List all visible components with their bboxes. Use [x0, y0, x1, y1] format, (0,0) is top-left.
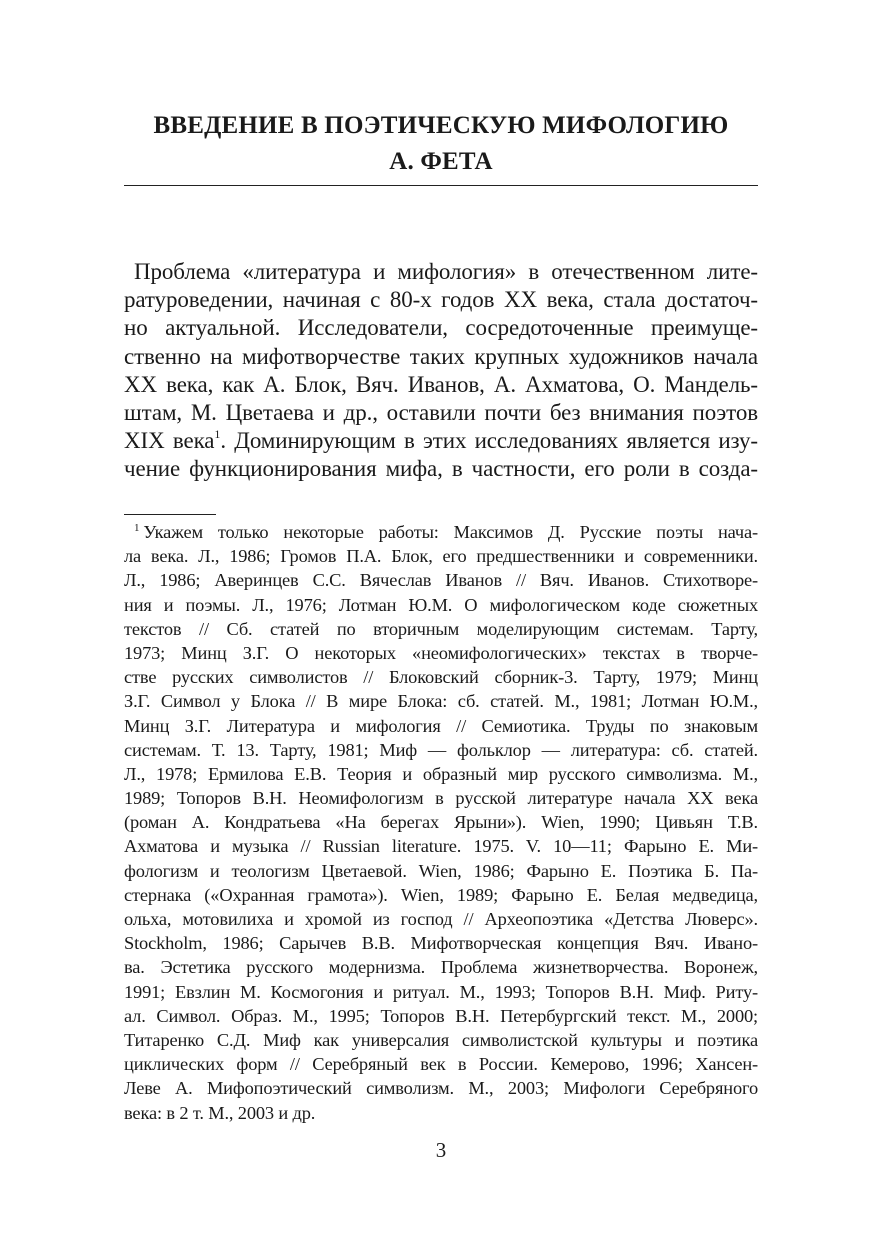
paragraph-line: ственно на мифотворчестве таких крупных художников начала	[124, 343, 758, 369]
footnote-line: З.Г. Символ у Блока // В мире Блока: сб. статей. М., 1981; Лотман Ю.М.,	[124, 691, 758, 712]
footnote-line: ал. Символ. Образ. М., 1995; Топоров В.Н. Петербургский текст. М., 2000;	[124, 1005, 758, 1026]
footnote	[124, 520, 758, 1125]
footnote-line: Минц З.Г. Литература и мифология // Семиотика. Труды по знаковым	[124, 715, 758, 736]
footnote-line: Л., 1978; Ермилова Е.В. Теория и образный мир русского символизма. М.,	[124, 763, 758, 784]
footnote-line: века: в 2 т. М., 2003 и др.	[124, 1102, 316, 1123]
footnote-line: Л., 1986; Аверинцев С.С. Вячеслав Иванов // Вяч. Иванов. Стихотворе-	[124, 570, 758, 591]
footnote-text: Укажем только некоторые работы: Максимов Д. Русские поэты нача-	[143, 522, 758, 542]
main-paragraph	[124, 258, 758, 484]
footnote-line: текстов // Сб. статей по вторичным моделирующим системам. Тарту,	[124, 618, 758, 639]
footnote-line: ния и поэмы. Л., 1976; Лотман Ю.М. О мифологическом коде сюжетных	[124, 594, 758, 615]
footnote-line: Stockholm, 1986; Сарычев В.В. Мифотворческая концепция Вяч. Ивано-	[124, 933, 758, 954]
footnote-line: стве русских символистов // Блоковский сборник-3. Тарту, 1979; Минц	[124, 667, 758, 688]
footnote-line: (роман А. Кондратьева «На берегах Ярыни»). Wien, 1990; Цивьян Т.В.	[124, 812, 758, 833]
footnote-line: фологизм и теологизм Цветаевой. Wien, 1986; Фарыно Е. Поэтика Б. Па-	[124, 860, 758, 881]
footnote-line: 1991; Евзлин М. Космогония и ритуал. М., 1993; Топоров В.Н. Миф. Риту-	[124, 981, 758, 1002]
paragraph-line: XX века, как А. Блок, Вяч. Иванов, А. Ахматова, О. Мандель-	[124, 371, 758, 397]
page-number: 3	[435, 1138, 447, 1162]
paragraph-line: Проблема «литература и мифология» в отечественном лите-	[134, 259, 758, 284]
title-divider	[124, 185, 758, 186]
footnote-line: стернака («Охранная грамота»). Wien, 1989; Фарыно Е. Белая медведица,	[124, 884, 758, 905]
footnote-line: Титаренко С.Д. Миф как универсалия символистской культуры и поэтика	[124, 1029, 758, 1050]
footnote-line: циклических форм // Серебряный век в России. Кемерово, 1996; Хансен-	[124, 1054, 758, 1075]
footnote-reference[interactable]: 1	[214, 427, 221, 442]
chapter-title-line-1: ВВЕДЕНИЕ В ПОЭТИЧЕСКУЮ МИФОЛОГИЮ	[153, 112, 729, 139]
paragraph-line: штам, М. Цветаева и др., оставили почти без внимания поэтов	[124, 399, 758, 425]
paragraph-line-with-footnote	[124, 427, 758, 455]
footnote-line: ла века. Л., 1986; Громов П.А. Блок, его предшественники и современники.	[124, 546, 758, 567]
paragraph-line: чение функционирования мифа, в частности, его роли в созда-	[124, 456, 758, 482]
footnote-line	[124, 520, 758, 544]
footnote-line: 1973; Минц З.Г. О некоторых «неомифологических» текстах в творче-	[124, 642, 758, 663]
book-page	[124, 0, 758, 1240]
footnote-line: системам. Т. 13. Тарту, 1981; Миф — фольклор — литература: сб. статей.	[124, 739, 758, 760]
chapter-title	[124, 108, 758, 180]
paragraph-line: ратуроведении, начиная с 80-х годов XX века, стала достаточ-	[124, 287, 758, 313]
footnote-line: 1989; Топоров В.Н. Неомифологизм в русской литературе начала XX века	[124, 788, 758, 809]
chapter-title-line-2: А. ФЕТА	[389, 148, 493, 175]
paragraph-text-segment: . Доминирующим в этих исследованиях является изу-	[220, 428, 758, 454]
footnote-line: ольха, мотовилиха и хромой из господ // Археопоэтика «Детства Люверс».	[124, 909, 758, 929]
footnote-line: ва. Эстетика русского модернизма. Проблема жизнетворчества. Воронеж,	[124, 957, 758, 978]
footnote-divider	[124, 514, 216, 515]
footnote-marker: 1	[134, 522, 140, 534]
footnote-line: Ахматова и музыка // Russian literature. 1975. V. 10—11; Фарыно Е. Ми-	[124, 836, 758, 857]
footnote-line: Леве А. Мифопоэтический символизм. М., 2003; Мифологи Серебряного	[124, 1078, 758, 1099]
paragraph-line: но актуальной. Исследователи, сосредоточенные преимуще-	[124, 315, 758, 341]
paragraph-text-segment: XIX века	[124, 428, 215, 454]
